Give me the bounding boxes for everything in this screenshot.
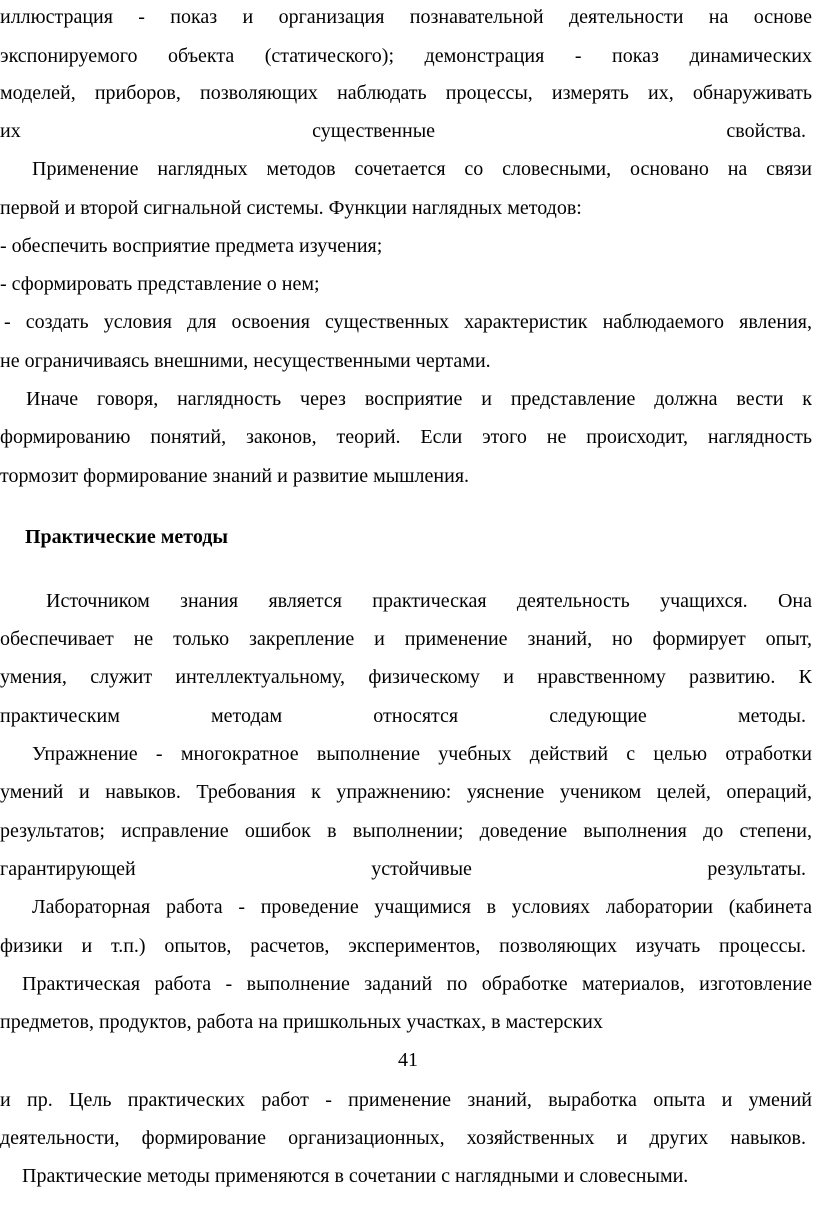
text-line: формированию понятий, законов, теорий. Если этого не происходит, наглядность — [0, 426, 812, 448]
text-line: Источником знания является практическая деятельность учащихся. Она — [46, 590, 812, 612]
text-line: деятельности, формирование организационных, хозяйственных и других навыков. — [0, 1127, 806, 1149]
text-line: Практическая работа - выполнение заданий по обработке материалов, изготовление — [22, 973, 812, 995]
text-line: предметов, продуктов, работа на пришкольных участках, в мастерских — [0, 1011, 603, 1033]
text-line: моделей, приборов, позволяющих наблюдать процессы, измерять их, обнаруживать — [0, 82, 812, 104]
text-line: и пр. Цель практических работ - применение знаний, выработка опыта и умений — [0, 1089, 812, 1111]
list-item: - создать условия для освоения существенных характеристик наблюдаемого явления, — [4, 311, 812, 333]
text-line: гарантирующей устойчивые результаты. — [0, 858, 806, 880]
text-line: обеспечивает не только закрепление и применение знаний, но формирует опыт, — [0, 628, 812, 650]
text-line: умений и навыков. Требования к упражнению: уяснение учеником целей, операций, — [0, 781, 812, 803]
text-line: Упражнение - многократное выполнение учебных действий с целью отработки — [32, 743, 812, 765]
text-line: Лабораторная работа - проведение учащимися в условиях лаборатории (кабинета — [32, 896, 812, 918]
text-line: умения, служит интеллектуальному, физическому и нравственному развитию. К — [0, 666, 812, 688]
text-line: их существенные свойства. — [0, 120, 806, 142]
page-number: 41 — [398, 1049, 418, 1071]
text-line: первой и второй сигнальной системы. Функции наглядных методов: — [0, 197, 582, 219]
text-line: иллюстрация - показ и организация познавательной деятельности на основе — [0, 6, 812, 28]
text-line: Иначе говоря, наглядность через восприятие и представление должна вести к — [26, 388, 812, 410]
text-line: Применение наглядных методов сочетается со словесными, основано на связи — [32, 158, 812, 180]
text-line: не ограничиваясь внешними, несущественными чертами. — [0, 350, 491, 372]
list-item: - сформировать представление о нем; — [0, 273, 320, 295]
list-item: - обеспечить восприятие предмета изучения; — [0, 235, 383, 257]
text-line: Практические методы применяются в сочетании с наглядными и словесными. — [22, 1165, 689, 1187]
text-line: экспонируемого объекта (статического); демонстрация - показ динамических — [0, 45, 812, 67]
text-line: тормозит формирование знаний и развитие мышления. — [0, 465, 470, 487]
section-heading: Практические методы — [25, 526, 228, 548]
text-line: практическим методам относятся следующие методы. — [0, 705, 806, 727]
text-line: физики и т.п.) опытов, расчетов, экспериментов, позволяющих изучать процессы. — [0, 935, 806, 957]
text-line: результатов; исправление ошибок в выполнении; доведение выполнения до степени, — [0, 820, 812, 842]
